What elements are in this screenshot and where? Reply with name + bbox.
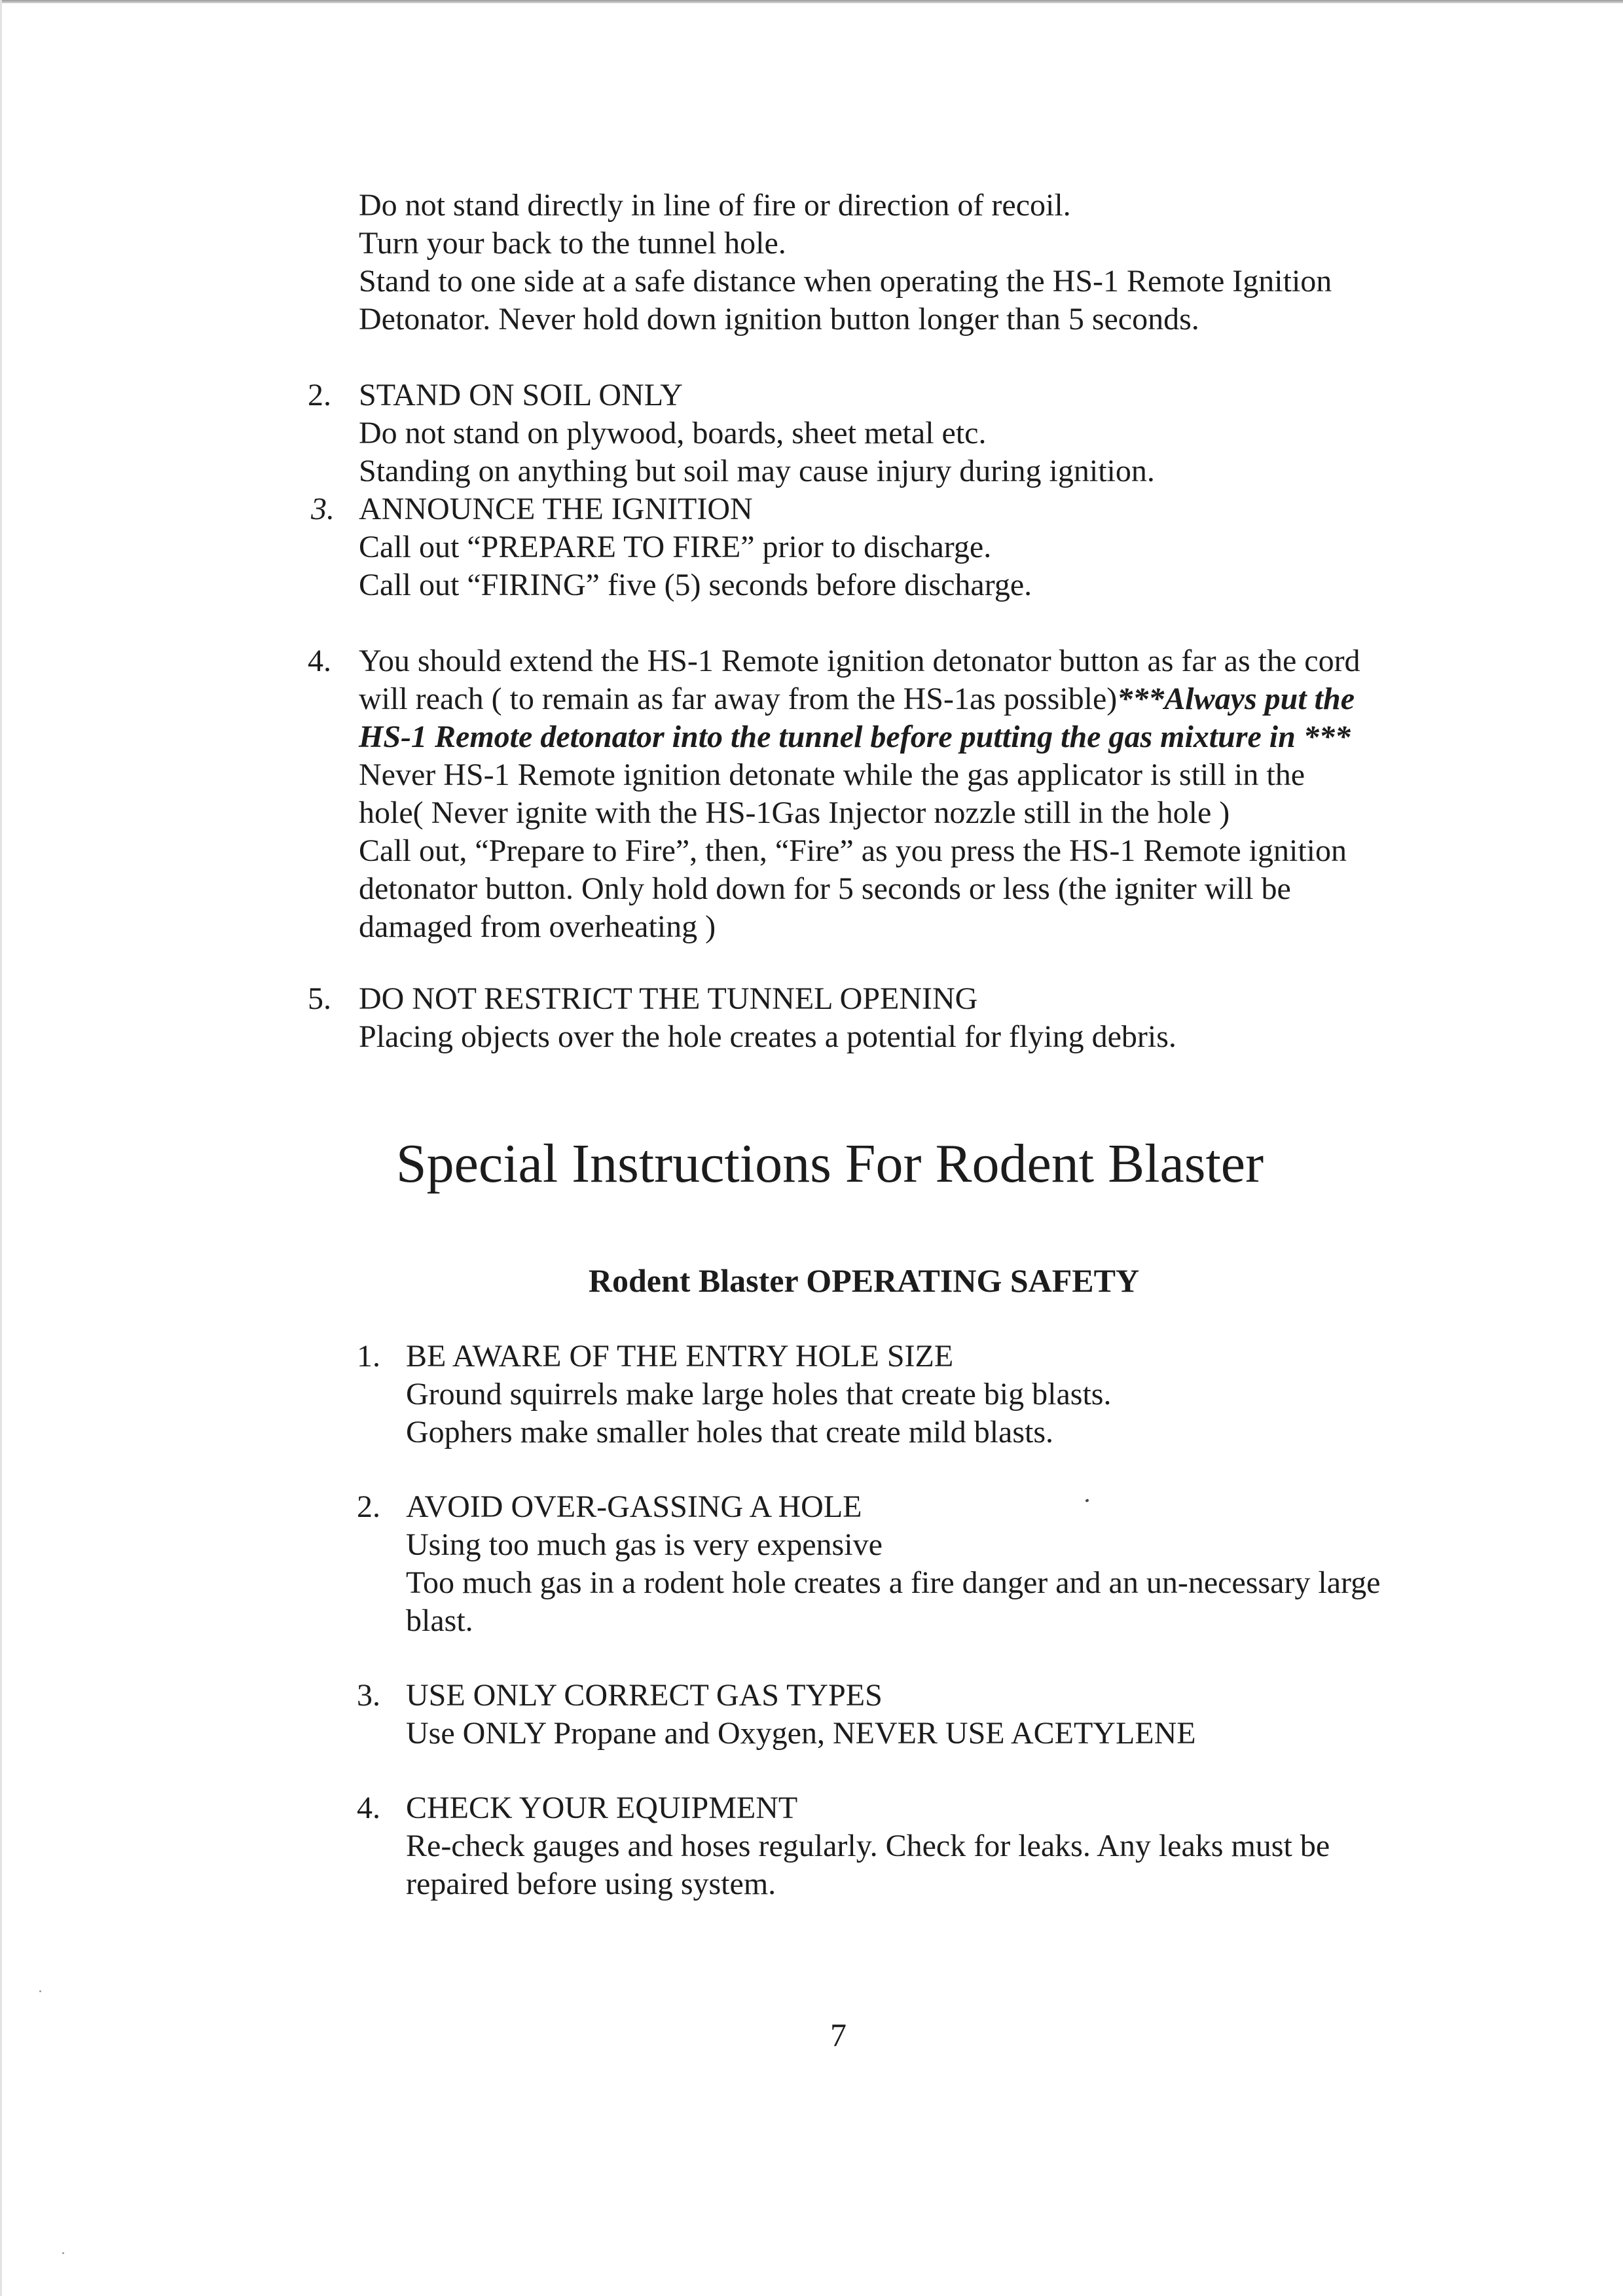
warning-emphasis: ***Always put the (1117, 682, 1355, 716)
page-number: 7 (830, 2016, 847, 2053)
item-number: 2. (308, 378, 331, 412)
list-item-extend-detonator (359, 642, 1360, 946)
section-subtitle: Rodent Blaster OPERATING SAFETY (588, 1262, 1140, 1299)
list-item-correct-gas-types (406, 1677, 1196, 1753)
item-line: damaged from overheating ) (359, 909, 716, 944)
item-line: Gophers make smaller holes that create mild blasts. (406, 1415, 1054, 1449)
list-item-avoid-over-gassing (406, 1488, 1380, 1640)
item-line: Call out “PREPARE TO FIRE” prior to discharge. (359, 530, 992, 564)
item-line: Placing objects over the hole creates a potential for flying debris. (359, 1019, 1176, 1054)
scan-speck (62, 2252, 64, 2254)
item-heading: DO NOT RESTRICT THE TUNNEL OPENING (359, 981, 978, 1016)
intro-line: Stand to one side at a safe distance when operating the HS-1 Remote Ignition (359, 264, 1332, 299)
item-line: Re-check gauges and hoses regularly. Check for leaks. Any leaks must be (406, 1829, 1330, 1863)
item-heading: BE AWARE OF THE ENTRY HOLE SIZE (406, 1339, 954, 1374)
list-item-announce-ignition (359, 490, 1032, 604)
item-line: Use ONLY Propane and Oxygen, NEVER USE ACETYLENE (406, 1716, 1196, 1751)
intro-line: Detonator. Never hold down ignition button longer than 5 seconds. (359, 302, 1199, 337)
item-number: 1. (357, 1339, 380, 1374)
list-item-stand-on-soil (359, 376, 1155, 490)
item-line (359, 680, 1360, 718)
item-line: You should extend the HS-1 Remote ignition detonator button as far as the cord (359, 644, 1360, 678)
item-line: Too much gas in a rodent hole creates a fire danger and an un-necessary large (406, 1565, 1381, 1600)
item-line: repaired before using system. (406, 1867, 776, 1901)
item-line: blast. (406, 1603, 473, 1638)
list-item-do-not-restrict (359, 980, 1176, 1056)
item-line: Call out, “Prepare to Fire”, then, “Fire” as you press the HS-1 Remote ignition (359, 833, 1347, 868)
list-item-entry-hole-size (406, 1338, 1111, 1451)
list-item-check-equipment (406, 1789, 1330, 1903)
item-heading: ANNOUNCE THE IGNITION (359, 492, 753, 526)
intro-line: Turn your back to the tunnel hole. (359, 226, 786, 261)
item-line: Call out “FIRING” five (5) seconds before discharge. (359, 568, 1032, 602)
item-line: Ground squirrels make large holes that create big blasts. (406, 1377, 1112, 1412)
item-number: 3. (311, 492, 335, 526)
item-line-text: will reach ( to remain as far away from the HS-1as possible) (359, 682, 1118, 716)
item-line: Do not stand on plywood, boards, sheet metal etc. (359, 416, 987, 450)
intro-line: Do not stand directly in line of fire or direction of recoil. (359, 188, 1071, 223)
item-number: 5. (308, 981, 331, 1016)
item-line: Standing on anything but soil may cause injury during ignition. (359, 454, 1155, 488)
section-title: Special Instructions For Rodent Blaster (395, 1133, 1264, 1194)
scan-speck (39, 1990, 41, 1992)
item-heading: STAND ON SOIL ONLY (359, 378, 683, 412)
item-number: 4. (308, 644, 331, 678)
item-number: 3. (357, 1678, 380, 1713)
item-heading: CHECK YOUR EQUIPMENT (406, 1791, 798, 1825)
item-line: hole( Never ignite with the HS-1Gas Injector nozzle still in the hole ) (359, 795, 1230, 830)
item-line: detonator button. Only hold down for 5 seconds or less (the igniter will be (359, 871, 1291, 906)
item-line: Never HS-1 Remote ignition detonate while the gas applicator is still in the (359, 757, 1305, 792)
item-number: 4. (357, 1791, 380, 1825)
item-heading: USE ONLY CORRECT GAS TYPES (406, 1678, 883, 1713)
scan-edge-top (0, 0, 1623, 3)
item-line: Using too much gas is very expensive (406, 1527, 883, 1562)
item-number: 2. (357, 1489, 380, 1524)
warning-emphasis: HS-1 Remote detonator into the tunnel before putting the gas mixture in *** (359, 720, 1351, 754)
intro-paragraph (359, 187, 1332, 338)
item-heading: AVOID OVER-GASSING A HOLE (406, 1489, 862, 1524)
